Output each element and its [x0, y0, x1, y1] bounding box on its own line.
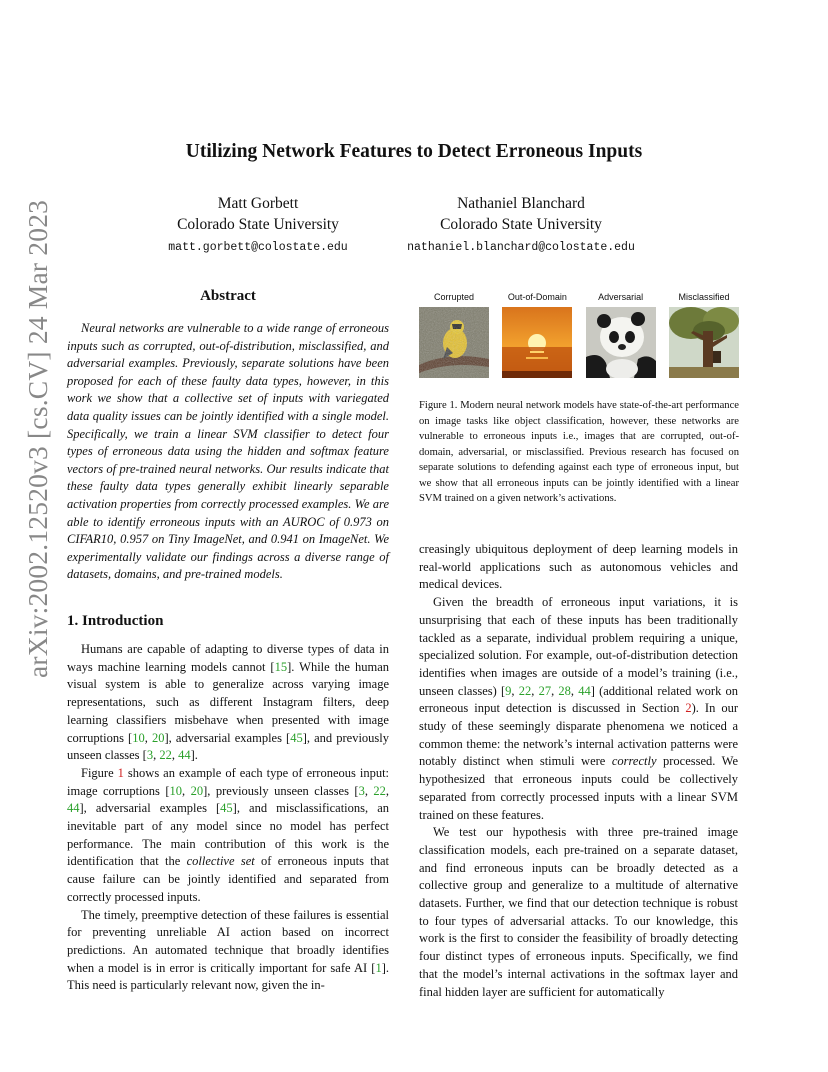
paragraph: Humans are capable of adapting to diverse types of data in ways machine learning models cannot [15]. While the human visual system is able to generalize across varying image representations, such as different Instagram filters, deep learning classifiers misbehave when presented with image corruptions [10, 20], adversarial examples [45], and previously unseen classes [3, 22, 44].	[67, 642, 390, 763]
abstract-text: Neural networks are vulnerable to a wide range of erroneous inputs such as corrupted, out-of-distribution, misclassified, and adversarial examples. Previously, separate solutions have been proposed for each of these faulty data types, however, in this work we show that a collective set of inputs with variegated data quality issues can be jointly identified with a single model. Specifically, we train a linear SVM classifier to detect four types of erroneous data using the hidden and softmax feature vectors of pre-trained neural networks. Our results indicate that these faulty data types generally exhibit linearly separable activation properties from correctly processed examples. We are able to identify erroneous inputs with an AUROC of 0.973 on CIFAR10, 0.957 on Tiny ImageNet, and 0.941 on ImageNet. We experimentally validate our findings across a diverse range of datasets, domains, and pre-trained models.	[67, 321, 389, 582]
citation-link[interactable]: 28	[558, 683, 571, 698]
citation-link[interactable]: 20	[151, 730, 165, 745]
figure-panel-out-of-domain	[502, 292, 572, 378]
text-run: ]. While the human visual system is able to generalize across varying image representations, such as different Instagram filters, deep learning classifiers misbehave when presented with image corruptions [	[67, 659, 389, 745]
text-run: ]. This need is particularly relevant now, given the in-	[67, 960, 389, 993]
citation-link[interactable]: 27	[538, 683, 552, 698]
author-name: Nathaniel Blanchard	[457, 195, 585, 212]
left-column-body	[67, 641, 389, 995]
citation-link[interactable]: 3	[358, 783, 365, 798]
figure-panel-label: Adversarial	[598, 292, 644, 302]
citation-link[interactable]: 44	[67, 801, 80, 816]
section-reference-link[interactable]: 2	[685, 701, 692, 716]
figure-panel-misclassified	[669, 292, 739, 378]
paragraph: Given the breadth of erroneous input variations, it is unsurprising that each of these inputs has been traditionally tackled as a separate, individual problem requiring a unique, specialized solution. For example, out-of-distribution detection identifies when images are outside of a model’s training (i.e., unseen classes) [9, 22, 27, 28, 44] (additional related work on erroneous input detection is discussed in Section 2). In our study of these seemingly disparate phenomena we noticed a common theme: the network’s internal activation patterns were notably distinct when stimuli were correctly processed. We hypothesized that erroneous inputs could be collectively separated from correctly processed inputs with a linear SVM trained on these features.	[419, 595, 739, 822]
author-block-1	[148, 193, 368, 254]
figure-1	[419, 292, 739, 378]
text-run: Humans are capable of adapting to diverse types of data in ways machine learning models cannot [	[67, 642, 389, 674]
author-affiliation: Colorado State University	[177, 216, 339, 233]
paragraph	[67, 907, 389, 996]
figure-panel-adversarial	[586, 292, 656, 378]
citation-link[interactable]: 9	[505, 683, 512, 698]
citation-link[interactable]: 15	[274, 659, 288, 674]
author-email[interactable]: matt.gorbett@colostate.edu	[168, 241, 348, 254]
text-run: ], adversarial examples [	[79, 801, 221, 816]
text-run: shows an example of each type of erroneous input: image corruptions [	[67, 765, 390, 798]
citation-link[interactable]: 44	[578, 683, 591, 698]
text-run: processed. We hypothesized that erroneous inputs could be collectively separated from correctly processed inputs with a linear SVM trained on these features.	[419, 754, 739, 822]
text-run: of erroneous inputs that cause failure can be jointly identified and separated from correctly processed inputs.	[67, 854, 389, 904]
figure-reference-link[interactable]: 1	[117, 765, 124, 780]
figure-panel-label: Misclassified	[678, 292, 730, 302]
citation-link[interactable]: 22	[373, 783, 386, 798]
abstract-heading: Abstract	[200, 288, 256, 304]
citation-link[interactable]: 22	[159, 748, 172, 763]
text-run: ], and misclassifications, an inevitable part of any model since no model has perfect performance. The main contribution of this work is the identification that the	[67, 801, 389, 869]
text-run: ], previously unseen classes [	[203, 783, 359, 798]
author-email[interactable]: nathaniel.blanchard@colostate.edu	[407, 241, 635, 254]
author-name: Matt Gorbett	[217, 195, 299, 212]
citation-link[interactable]: 10	[169, 783, 183, 798]
citation-link[interactable]: 20	[190, 783, 204, 798]
citation-link[interactable]: 45	[290, 730, 303, 745]
author-block-2	[390, 193, 652, 254]
emphasis-text: collective set	[186, 854, 255, 869]
paper-title: Utilizing Network Features to Detect Erroneous Inputs	[185, 141, 643, 162]
author-affiliation: Colorado State University	[440, 216, 602, 233]
paragraph: Figure 1 shows an example of each type of erroneous input: image corruptions [10, 20], previously unseen classes [3, 22, 44], adversarial examples [45], and misclassifications, an inevitable part of any model since no model has perfect performance. The main contribution of this work is the identification that the collective set of erroneous inputs that cause failure can be jointly identified and separated from correctly processed inputs.	[67, 765, 390, 904]
section-heading-introduction: 1. Introduction	[67, 613, 164, 629]
emphasis-text: correctly	[611, 754, 657, 769]
citation-link[interactable]: 1	[375, 960, 382, 975]
arxiv-identifier-stamp: arXiv:2002.12520v3 [cs.CV] 24 Mar 2023	[22, 199, 53, 678]
figure-panel-corrupted	[419, 292, 489, 378]
figure-panel-label: Corrupted	[433, 292, 475, 302]
panda-image	[586, 307, 656, 378]
citation-link[interactable]: 3	[146, 748, 154, 763]
text-run: ], and previously unseen classes [	[67, 730, 390, 763]
figure-caption: Figure 1. Modern neural network models have state-of-the-art performance on image tasks like object classification, however, these networks are vulnerable to erroneous inputs i.e., images that are corrupted, out-of-domain, adversarial, or misclassified. Previous research has focused on separate solutions to defending against each type of erroneous input, but we show that all erroneous inputs can be jointly identified with a linear SVM trained on a given network’s activations.	[419, 400, 739, 504]
figure-panel-label: Out-of-Domain	[507, 292, 567, 302]
citation-link[interactable]: 44	[178, 748, 191, 763]
right-column-body	[419, 541, 738, 1001]
text-run: Figure	[81, 765, 114, 780]
citation-link[interactable]: 10	[132, 730, 145, 745]
text-run: ] (additional related work on erroneous input detection is discussed in Section	[419, 683, 739, 716]
text-run: ). In our study of these seemingly disparate phenomena we noticed a common theme: the network’s internal activation patterns were notably distinct when stimuli were	[419, 701, 738, 769]
tree-image	[669, 307, 739, 378]
paragraph: We test our hypothesis with three pre-trained image classification models, each pre-trained on a separate dataset, and find erroneous inputs can be broadly detected as a collective group and generalize to a multitude of alternative datasets. Further, we find that our detection technique is robust to four types of adversarial attacks. To our knowledge, this work is the first to consider the feasibility of broadly detecting four distinct types of erroneous inputs. Specifically, we find that the model’s internal activations in the softmax layer and final hidden layer are sufficient for automatically	[419, 825, 738, 999]
text-run: Given the breadth of erroneous input variations, it is unsurprising that each of these inputs has been traditionally tackled as a separate, individual problem requiring a unique, specialized solution. For example, out-of-distribution detection identifies when images are outside of a model’s training (i.e., unseen classes) [	[419, 595, 738, 698]
citation-link[interactable]: 45	[220, 801, 233, 816]
corrupted-bird-image	[419, 307, 489, 378]
sunset-image	[502, 307, 572, 378]
paragraph: creasingly ubiquitous deployment of deep learning models in real-world applications such as autonomous vehicles and medical devices.	[419, 542, 738, 592]
text-run: ], adversarial examples [	[164, 730, 291, 745]
citation-link[interactable]: 22	[518, 683, 532, 698]
text-run: ].	[190, 748, 198, 763]
text-run: The timely, preemptive detection of these failures is essential for preventing unreliable AI action based on incorrect predictions. An automated technique that broadly identifies when a model is in error is critically important for safe AI [	[67, 907, 389, 975]
